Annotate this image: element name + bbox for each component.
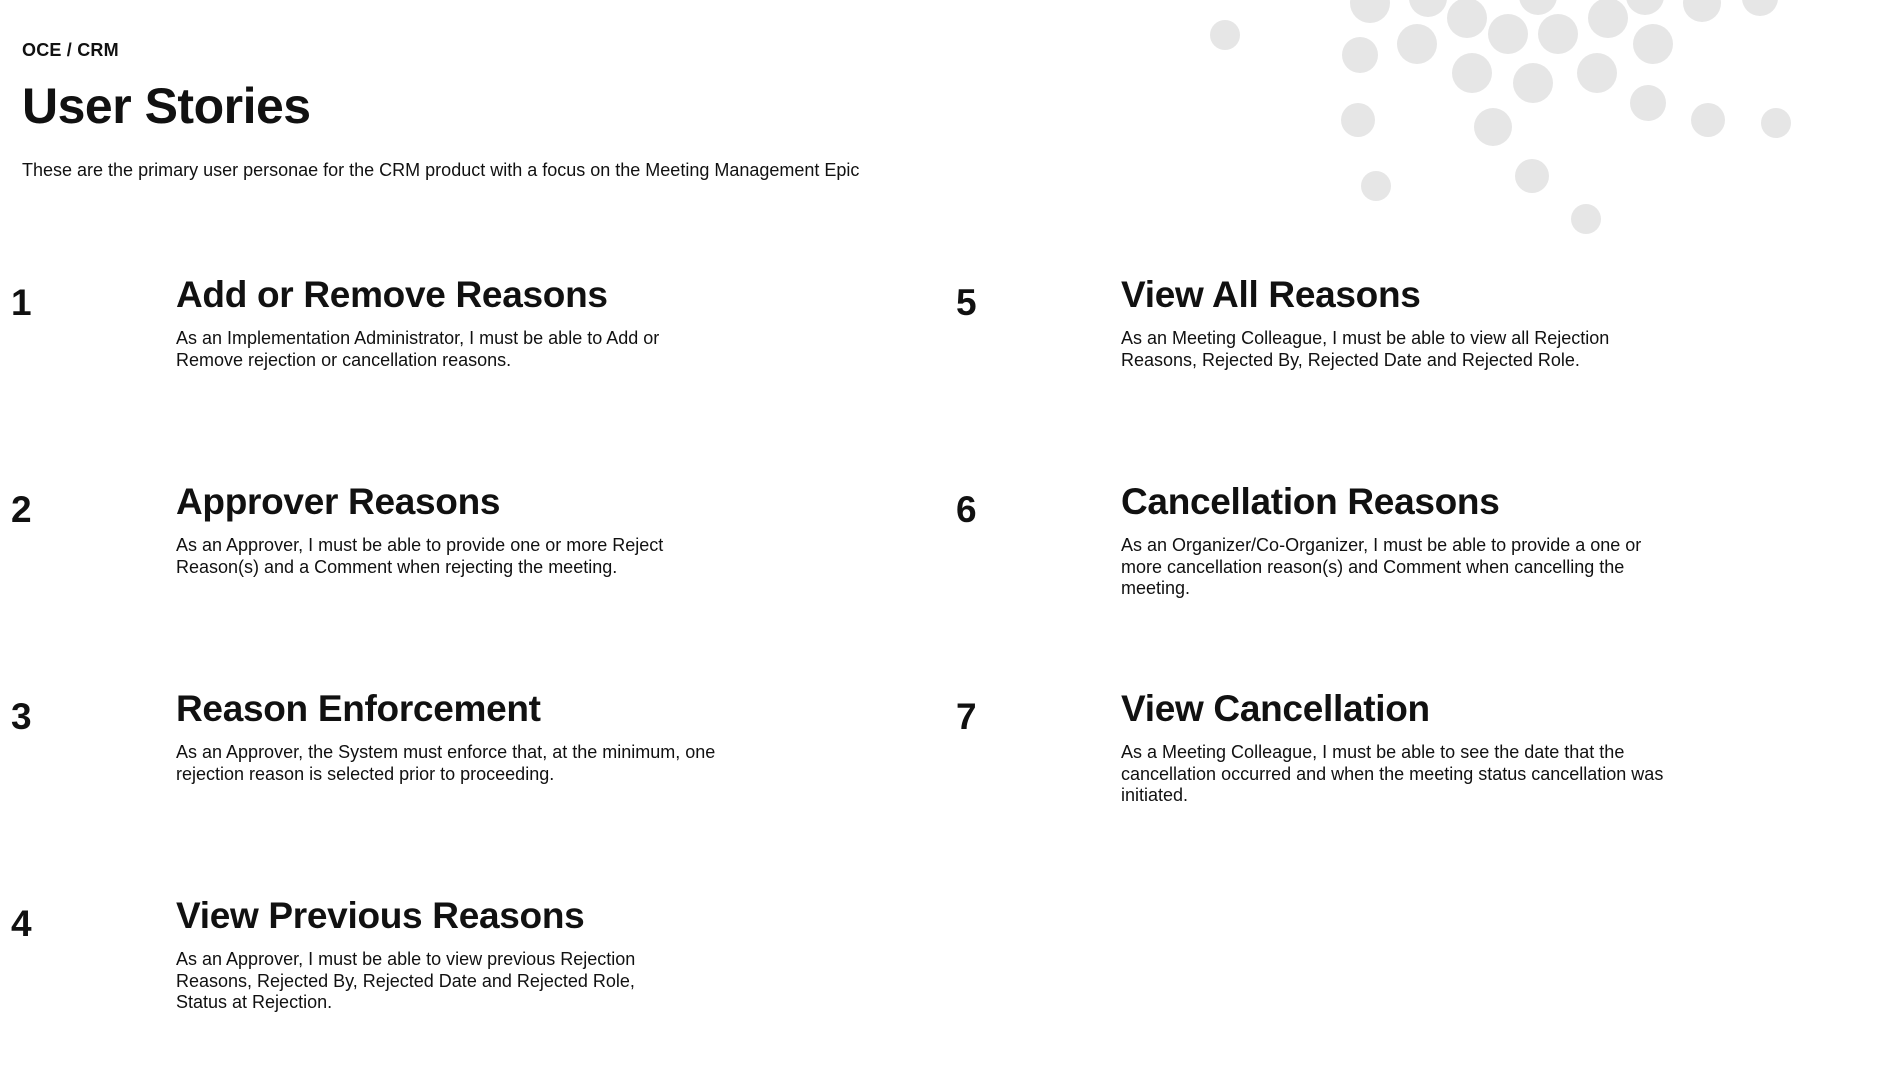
story-number: 4 (11, 903, 32, 944)
story-title: Reason Enforcement (176, 688, 541, 729)
user-story-4 (0, 894, 760, 1064)
story-number: 2 (11, 489, 32, 530)
user-story-1 (0, 273, 760, 443)
story-number: 3 (11, 696, 32, 737)
story-title: View Previous Reasons (176, 895, 585, 936)
user-story-6 (945, 480, 1745, 650)
story-number: 7 (956, 696, 977, 737)
user-story-3 (0, 687, 760, 857)
story-number: 6 (956, 489, 977, 530)
story-title: View All Reasons (1121, 274, 1421, 315)
story-title: Add or Remove Reasons (176, 274, 608, 315)
story-number: 5 (956, 282, 977, 323)
page-intro: These are the primary user personae for the CRM product with a focus on the Meeting Management Epic (22, 160, 860, 180)
story-description: As an Approver, the System must enforce that, at the minimum, one rejection reason is selected prior to proceeding. (176, 742, 716, 784)
story-title: Approver Reasons (176, 481, 501, 522)
user-story-5 (945, 273, 1745, 443)
page-title: User Stories (22, 78, 311, 134)
story-description: As a Meeting Colleague, I must be able to see the date that the cancellation occurred and when the meeting status cancellation was initiated. (1121, 742, 1664, 805)
user-story-7 (945, 687, 1745, 857)
story-description: As an Approver, I must be able to provide one or more Reject Reason(s) and a Comment when rejecting the meeting. (176, 535, 664, 577)
story-description: As an Implementation Administrator, I must be able to Add or Remove rejection or cancellation reasons. (176, 328, 660, 370)
story-title: View Cancellation (1121, 688, 1430, 729)
story-description: As an Meeting Colleague, I must be able to view all Rejection Reasons, Rejected By, Rejected Date and Rejected Role. (1121, 328, 1610, 370)
breadcrumb: OCE / CRM (22, 40, 119, 60)
user-story-2 (0, 480, 760, 650)
story-number: 1 (11, 282, 32, 323)
story-description: As an Approver, I must be able to view previous Rejection Reasons, Rejected By, Rejected Date and Rejected Role, Status at Rejection. (176, 949, 636, 1012)
story-title: Cancellation Reasons (1121, 481, 1500, 522)
story-description: As an Organizer/Co-Organizer, I must be able to provide a one or more cancellation reason(s) and Comment when cancelling the meeting. (1121, 535, 1642, 598)
